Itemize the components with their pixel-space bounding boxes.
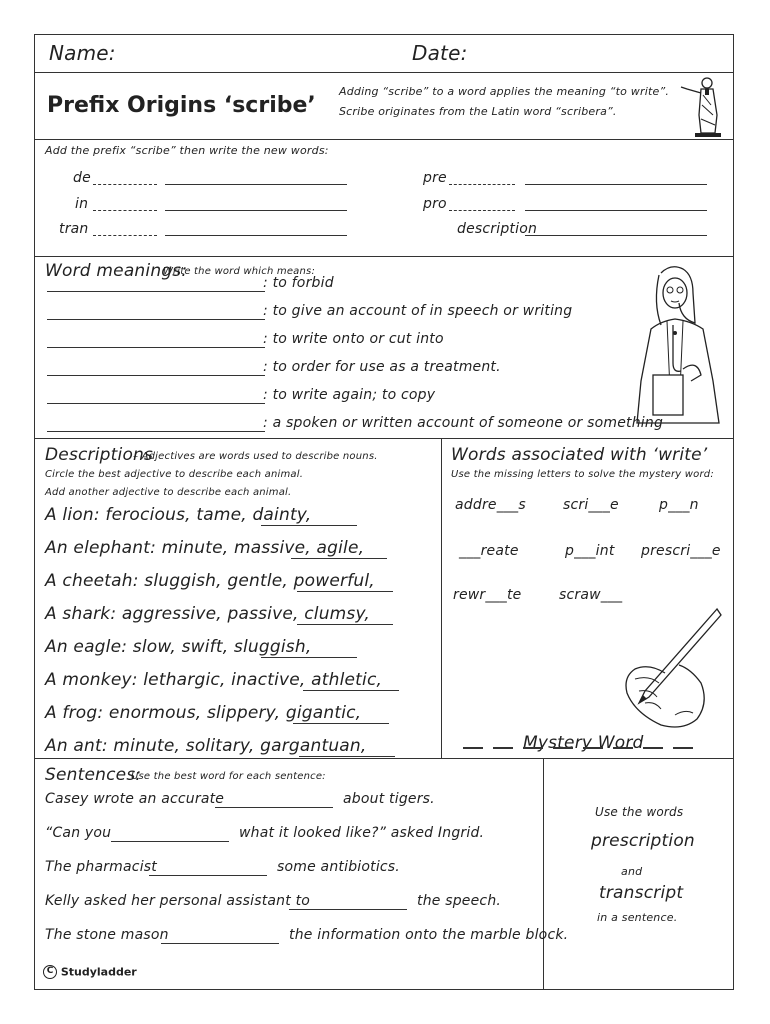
adjective-answer-line[interactable]	[297, 591, 393, 592]
sentences-subheading: Use the best word for each sentence:	[131, 771, 326, 782]
missing-letter-word: p___int	[565, 543, 615, 559]
meaning-item: : to forbid	[263, 275, 334, 291]
sentence-part-a: Kelly asked her personal assistant to	[45, 893, 311, 909]
missing-letter-word: scraw___	[559, 587, 623, 603]
answer-line[interactable]	[165, 184, 347, 185]
footer-brand	[43, 965, 137, 979]
box-word-transcript: transcript	[599, 883, 684, 903]
sentence-part-a: The pharmacist	[45, 859, 157, 875]
sentences-heading: Sentences:	[45, 765, 142, 785]
answer-line[interactable]	[525, 235, 707, 236]
description-item: An ant: minute, solitary, gargantuan,	[45, 736, 367, 756]
missing-letter-word: scri___e	[563, 497, 619, 513]
answer-line[interactable]	[165, 210, 347, 211]
sentence-part-a: “Can you	[45, 825, 112, 841]
sentence-part-a: Casey wrote an accurate	[45, 791, 225, 807]
sentence-part-b: about tigers.	[343, 791, 435, 807]
meanings-subheading: Write the word which means:	[163, 266, 316, 277]
answer-line[interactable]	[525, 210, 707, 211]
pharmacist-icon	[631, 263, 731, 431]
sentence-part-b: some antibiotics.	[277, 859, 400, 875]
descriptions-instruction-2: Add another adjective to describe each animal.	[45, 487, 292, 498]
adjective-answer-line[interactable]	[293, 723, 389, 724]
descriptions-heading: Descriptions	[45, 445, 154, 465]
title-description-1: Adding “scribe” to a word applies the meaning “to write”.	[339, 85, 670, 98]
prefix-word-description: description	[457, 221, 538, 237]
description-item: A frog: enormous, slippery, gigantic,	[45, 703, 362, 723]
answer-line[interactable]	[525, 184, 707, 185]
mystery-letter-blank[interactable]	[493, 747, 513, 749]
sentence-part-b: the speech.	[417, 893, 502, 909]
associated-heading: Words associated with ‘write’	[451, 445, 708, 465]
adjective-answer-line[interactable]	[261, 657, 357, 658]
middle-section	[35, 439, 733, 759]
prefix-section	[35, 140, 733, 257]
box-line-2: in a sentence.	[597, 911, 678, 924]
adjective-answer-line[interactable]	[297, 624, 393, 625]
sentence-answer-line[interactable]	[289, 909, 407, 910]
date-label: Date:	[412, 41, 468, 65]
sentence-answer-line[interactable]	[215, 807, 333, 808]
missing-letter-word: prescri___e	[641, 543, 721, 559]
sentence-part-b: the information onto the marble block.	[289, 927, 569, 943]
description-item: A monkey: lethargic, inactive, athletic,	[45, 670, 383, 690]
description-item: A lion: ferocious, tame, dainty,	[45, 505, 312, 525]
prefix-dash-blank[interactable]	[449, 184, 515, 185]
box-and: and	[621, 865, 643, 878]
prefix-word-pro: pro	[423, 196, 447, 212]
missing-letter-word: rewr___te	[453, 587, 522, 603]
prefix-word-in: in	[75, 196, 89, 212]
copyright-icon: C	[43, 965, 57, 979]
prefix-dash-blank[interactable]	[93, 235, 157, 236]
hand-writing-pencil-icon	[605, 603, 725, 733]
answer-line[interactable]	[165, 235, 347, 236]
header-row	[35, 35, 733, 73]
box-word-prescription: prescription	[591, 831, 695, 851]
prefix-instruction: Add the prefix “scribe” then write the new words:	[45, 144, 329, 157]
meaning-item: : to write onto or cut into	[263, 331, 444, 347]
word-meanings-section	[35, 257, 733, 439]
brand-text: Studyladder	[60, 965, 137, 979]
missing-letter-word: addre___s	[455, 497, 526, 513]
adjective-answer-line[interactable]	[303, 690, 399, 691]
mystery-letter-blank[interactable]	[583, 747, 603, 749]
description-item: An eagle: slow, swift, sluggish,	[45, 637, 312, 657]
prefix-word-de: de	[73, 170, 91, 186]
prefix-word-pre: pre	[423, 170, 447, 186]
adjective-answer-line[interactable]	[261, 525, 357, 526]
meanings-heading: Word meanings:	[45, 261, 188, 281]
mystery-letter-blank[interactable]	[673, 747, 693, 749]
roman-scribe-icon	[675, 75, 727, 139]
title-description-2: Scribe originates from the Latin word “scribera”.	[339, 105, 617, 118]
adjective-answer-line[interactable]	[291, 558, 387, 559]
prefix-dash-blank[interactable]	[449, 210, 515, 211]
meaning-item: : to give an account of in speech or writing	[263, 303, 573, 319]
meaning-item: : to write again; to copy	[263, 387, 436, 403]
sentence-answer-line[interactable]	[111, 841, 229, 842]
missing-letter-word: p___n	[659, 497, 699, 513]
mystery-letter-blank[interactable]	[523, 747, 543, 749]
title-row	[35, 73, 733, 140]
mystery-word-label: Mystery Word	[523, 733, 644, 753]
meaning-answer-line[interactable]	[47, 431, 265, 432]
box-line-1: Use the words	[595, 805, 684, 819]
descriptions-heading-note: – Adjectives are words used to describe nouns.	[133, 451, 378, 462]
vertical-divider	[441, 439, 442, 759]
name-label: Name:	[49, 41, 116, 65]
sentence-part-b: what it looked like?” asked Ingrid.	[239, 825, 485, 841]
descriptions-instruction-1: Circle the best adjective to describe each animal.	[45, 469, 304, 480]
meaning-answer-line[interactable]	[47, 347, 265, 348]
mystery-letter-blank[interactable]	[613, 747, 633, 749]
meaning-answer-line[interactable]	[47, 403, 265, 404]
meaning-item: : to order for use as a treatment.	[263, 359, 501, 375]
description-item: An elephant: minute, massive, agile,	[45, 538, 365, 558]
missing-letter-word: ___reate	[459, 543, 519, 559]
prefix-dash-blank[interactable]	[93, 210, 157, 211]
sentence-part-a: The stone mason	[45, 927, 169, 943]
sentence-answer-line[interactable]	[149, 875, 267, 876]
mystery-letter-blank[interactable]	[463, 747, 483, 749]
description-item: A shark: aggressive, passive, clumsy,	[45, 604, 371, 624]
sentences-section	[35, 759, 733, 989]
worksheet	[34, 34, 734, 990]
mystery-letter-blank[interactable]	[643, 747, 663, 749]
prefix-dash-blank[interactable]	[93, 184, 157, 185]
mystery-letter-blank[interactable]	[553, 747, 573, 749]
associated-instruction: Use the missing letters to solve the mystery word:	[451, 469, 714, 480]
meaning-answer-line[interactable]	[47, 375, 265, 376]
meaning-answer-line[interactable]	[47, 291, 265, 292]
sentence-answer-line[interactable]	[161, 943, 279, 944]
prefix-word-tran: tran	[59, 221, 89, 237]
vertical-divider	[543, 759, 544, 989]
meaning-answer-line[interactable]	[47, 319, 265, 320]
description-item: A cheetah: sluggish, gentle, powerful,	[45, 571, 375, 591]
page-title: Prefix Origins ‘scribe’	[47, 93, 316, 118]
adjective-answer-line[interactable]	[299, 756, 395, 757]
meaning-item: : a spoken or written account of someone or something	[263, 415, 664, 431]
